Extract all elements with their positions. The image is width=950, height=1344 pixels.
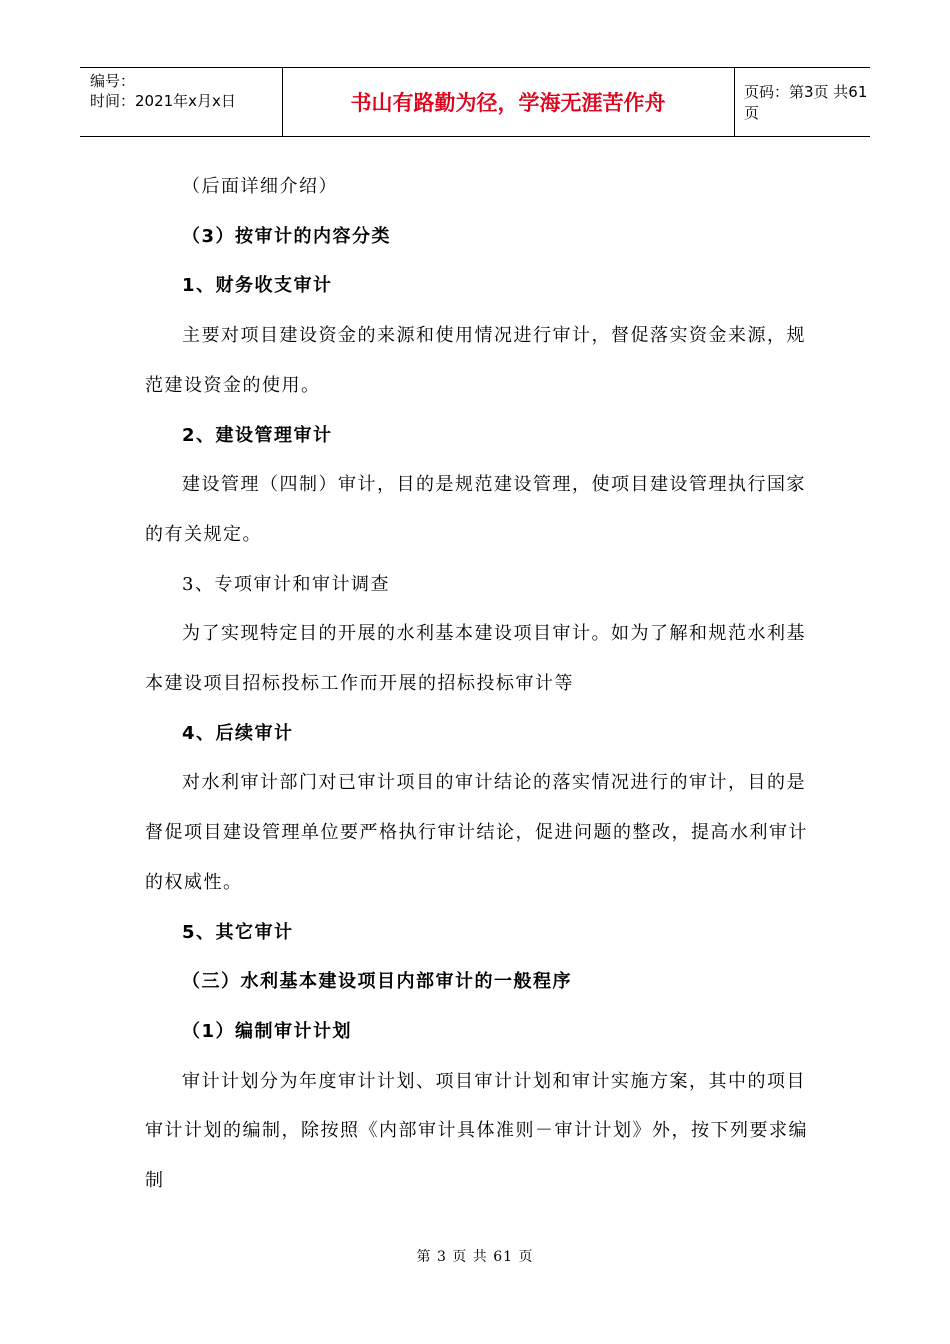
document-time-label: 时间：2021年x月x日	[90, 92, 236, 110]
subsection-heading: 5、其它审计	[182, 921, 294, 943]
body-line: 制	[145, 1170, 165, 1192]
body-line: 督促项目建设管理单位要严格执行审计结论，促进问题的整改，提高水利审计	[145, 822, 808, 844]
subsection-heading: 1、财务收支审计	[182, 275, 333, 297]
body-line: 对水利审计部门对已审计项目的审计结论的落实情况进行的审计，目的是	[182, 772, 806, 794]
body-line: 主要对项目建设资金的来源和使用情况进行审计，督促落实资金来源，规	[182, 325, 806, 347]
body-line: 审计计划分为年度审计计划、项目审计计划和审计实施方案，其中的项目	[182, 1070, 806, 1092]
subsection-heading: 2、建设管理审计	[182, 424, 333, 446]
body-line: 本建设项目招标投标工作而开展的招标投标审计等	[145, 673, 574, 695]
header-meta-cell	[80, 68, 283, 136]
header-page-info: 页码：第3页 共61页	[744, 83, 868, 122]
document-body	[145, 162, 808, 1206]
section-heading: （三）水利基本建设项目内部审计的一般程序	[182, 971, 572, 993]
page-header	[80, 67, 870, 137]
subsection-heading: （1）编制审计计划	[182, 1020, 353, 1042]
body-line: 的权威性。	[145, 871, 243, 893]
body-line: 审计计划的编制，除按照《内部审计具体准则－审计计划》外，按下列要求编	[145, 1120, 808, 1142]
body-line: 为了实现特定目的开展的水利基本建设项目审计。如为了解和规范水利基	[182, 623, 806, 645]
body-line: 范建设资金的使用。	[145, 374, 321, 396]
header-motto: 书山有路勤为径，学海无涯苦作舟	[282, 68, 735, 136]
document-number-label: 编号：	[90, 72, 136, 90]
subsection-heading: 3、专项审计和审计调查	[182, 573, 390, 595]
body-line: （后面详细介绍）	[182, 176, 338, 197]
subsection-heading: 4、后续审计	[182, 722, 294, 744]
section-heading: （3）按审计的内容分类	[182, 225, 392, 247]
page-footer: 第 3 页 共 61 页	[416, 1249, 534, 1265]
body-line: 建设管理（四制）审计，目的是规范建设管理，使项目建设管理执行国家	[182, 474, 806, 496]
body-line: 的有关规定。	[145, 523, 262, 545]
